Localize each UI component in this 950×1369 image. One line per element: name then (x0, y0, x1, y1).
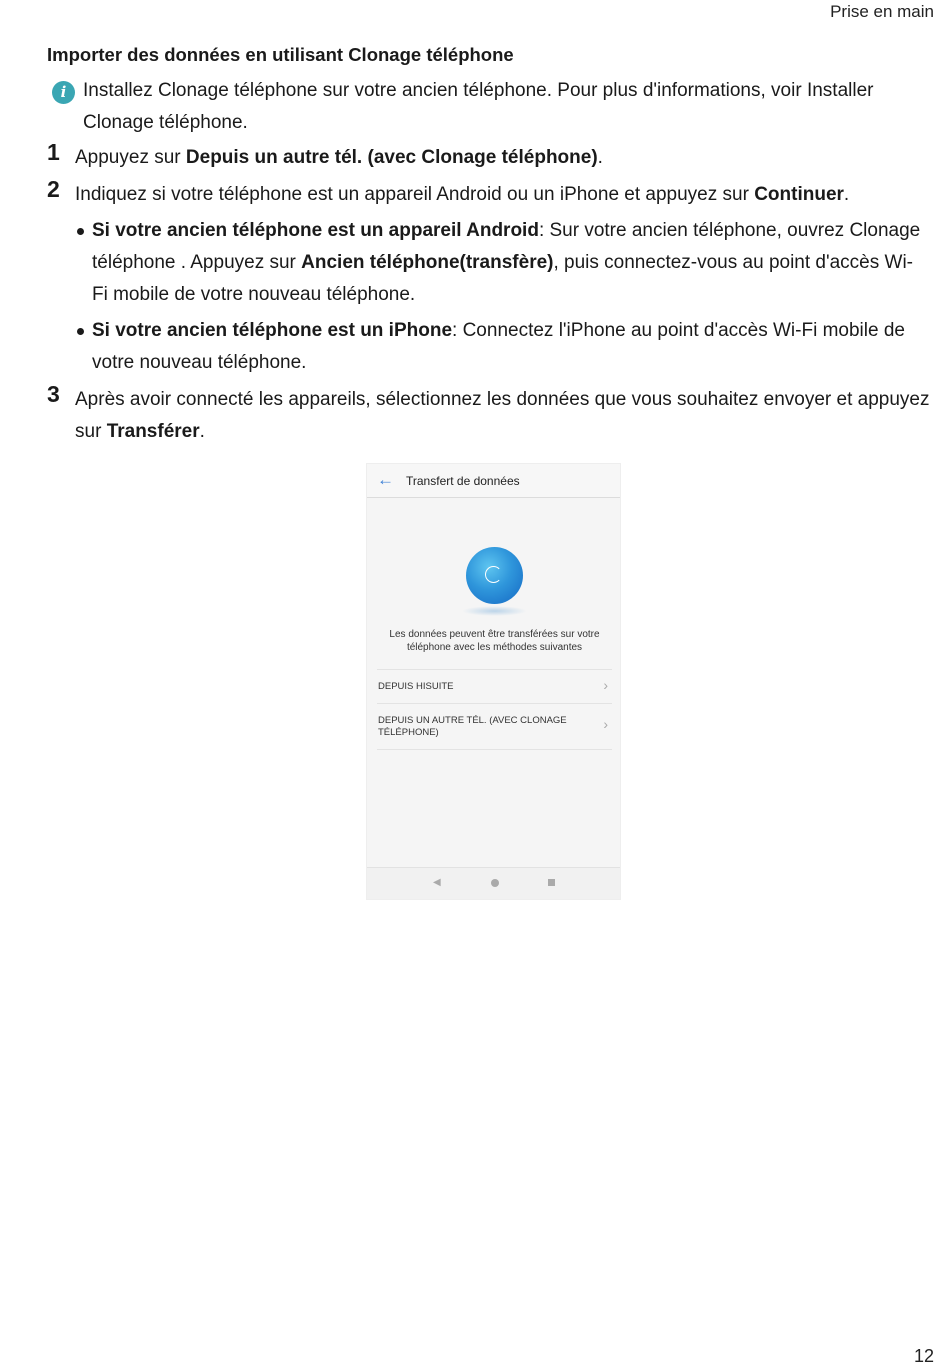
section-title: Importer des données en utilisant Clonage téléphone (47, 44, 514, 65)
phone-caption: Les données peuvent être transférées sur votre téléphone avec les méthodes suivantes (389, 629, 600, 653)
option-label: DEPUIS UN AUTRE TÉL. (AVEC CLONAGE TÉLÉPHONE) (378, 715, 567, 738)
note-text: Installez Clonage téléphone sur votre ancien téléphone. Pour plus d'informations, voir Installer Clonage téléphone. (83, 80, 874, 133)
bullet-text: Si votre ancien téléphone est un iPhone: Connectez l'iPhone au point d'accès Wi-Fi mobile de votre nouveau téléphone. (92, 320, 905, 373)
option-divider (377, 749, 612, 750)
phone-title: Transfert de données (406, 474, 520, 488)
step-number: 3 (47, 381, 60, 407)
option-clone-phone[interactable] (377, 703, 612, 750)
loading-ring-icon (485, 566, 502, 583)
option-hisuite[interactable] (377, 669, 612, 704)
chevron-right-icon: › (603, 716, 608, 732)
nav-home-icon[interactable] (491, 879, 499, 887)
transfer-orb-icon (466, 547, 523, 604)
phone-screenshot (366, 463, 621, 900)
bullet-text: Si votre ancien téléphone est un appareil Android: Sur votre ancien téléphone, ouvrez Clonage téléphone . Appuyez sur Ancien téléphone(transfère), puis connectez-vous au point d'accès Wi-Fi mobile de votre nouveau téléphone. (92, 220, 921, 305)
step-ui-label: Depuis un autre tél. (avec Clonage téléphone) (185, 147, 598, 168)
orb-shadow (462, 606, 527, 616)
running-header: Prise en main (830, 2, 934, 21)
bullet-dot (77, 228, 84, 235)
step-ui-label: Transférer (106, 421, 200, 442)
step-text: Après avoir connecté les appareils, sélectionnez les données que vous souhaitez envoyer et appuyez sur Transférer. (75, 389, 930, 442)
info-icon: i (52, 81, 75, 104)
step-ui-label: Continuer (754, 184, 844, 205)
phone-nav-bar (367, 867, 620, 899)
step-text: Indiquez si votre téléphone est un appareil Android ou un iPhone et appuyez sur Continuer. (75, 184, 850, 205)
nav-back-icon[interactable]: ◀ (433, 877, 441, 888)
step-number: 1 (47, 139, 60, 165)
phone-app-bar (367, 464, 620, 498)
chevron-right-icon: › (603, 677, 608, 693)
page-number: 12 (913, 1346, 934, 1366)
nav-recent-icon[interactable] (548, 879, 555, 886)
back-arrow-icon[interactable]: ← (377, 470, 394, 489)
option-label: DEPUIS HISUITE (378, 681, 454, 692)
bullet-dot (77, 328, 84, 335)
step-text: Appuyez sur Depuis un autre tél. (avec Clonage téléphone). (75, 147, 603, 168)
step-number: 2 (47, 176, 60, 202)
